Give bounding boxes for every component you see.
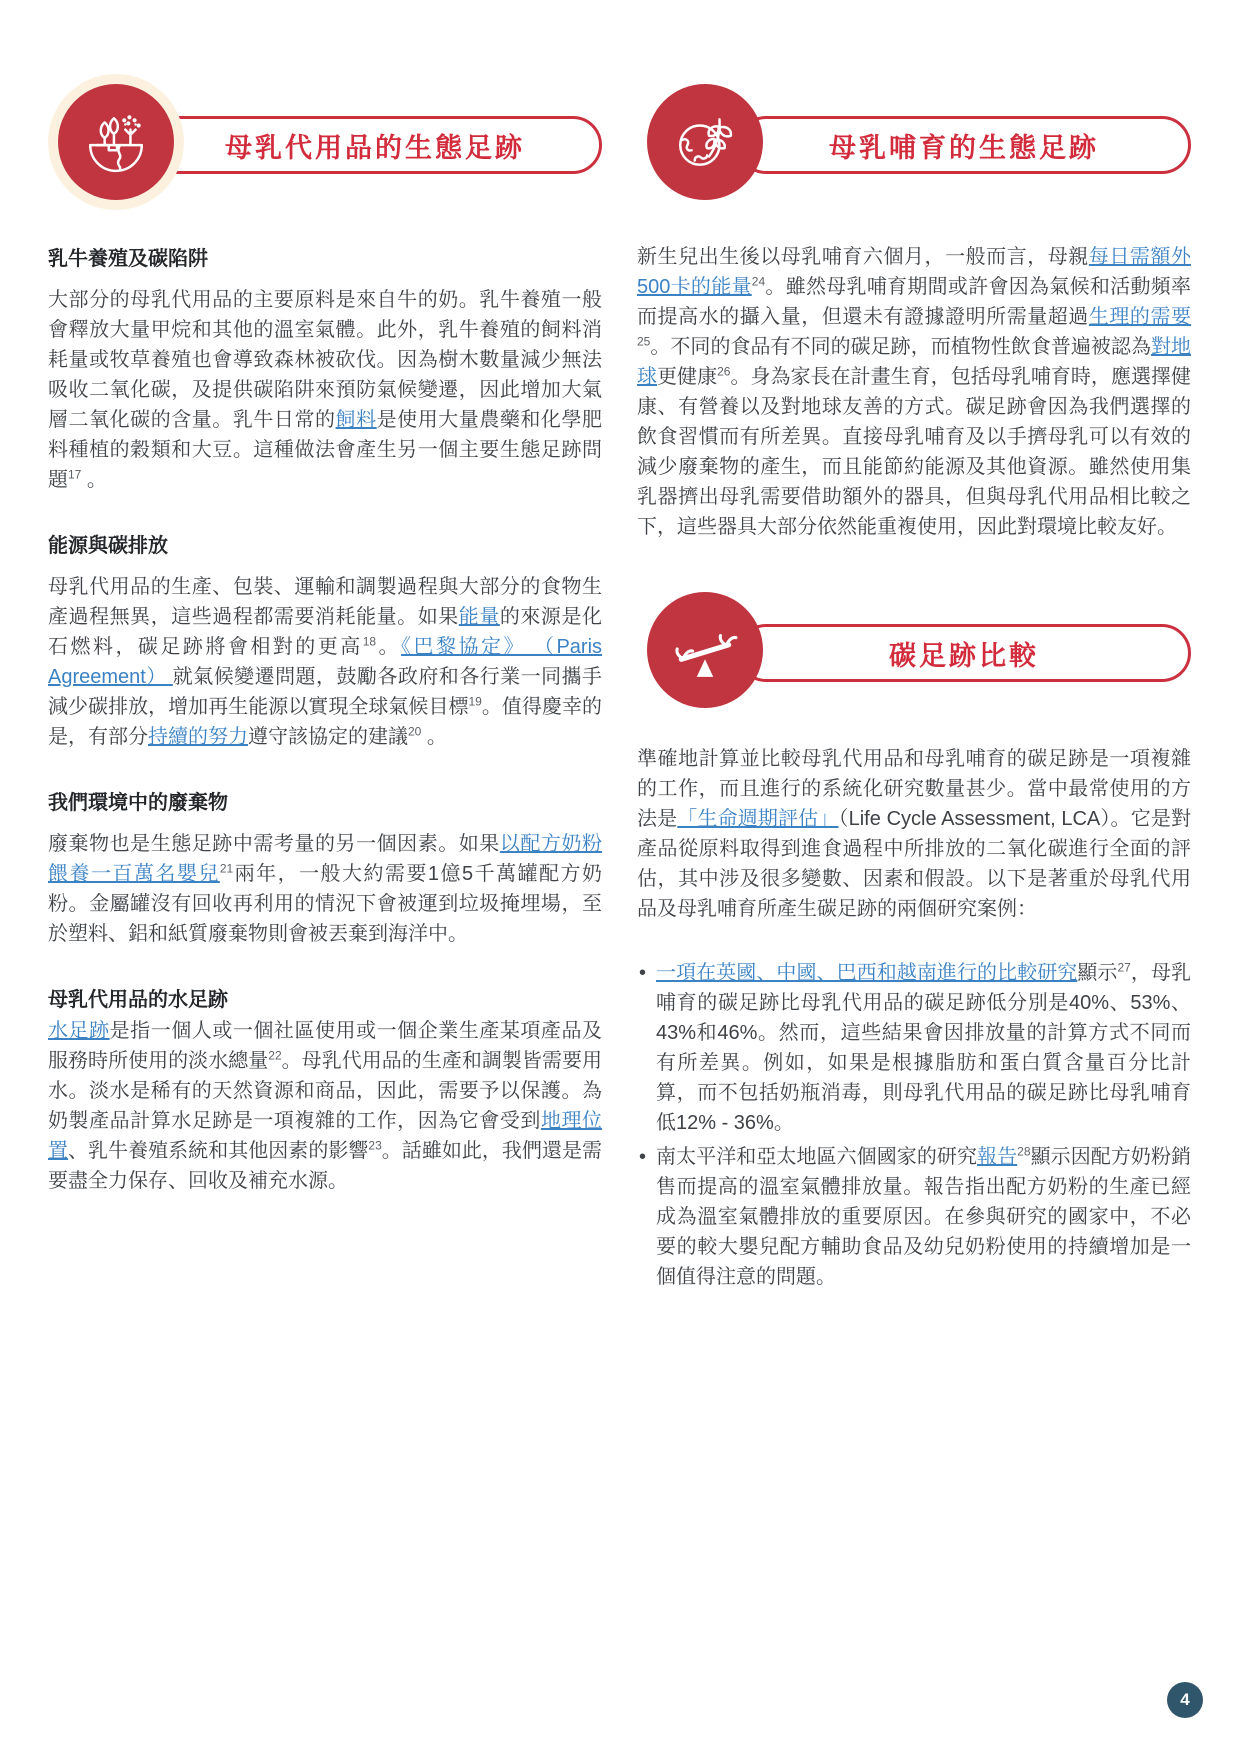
text-run: 的來源是化石燃料，碳足跡將會相對的更高 — [48, 606, 603, 658]
footnote-reference: 19 — [468, 694, 482, 709]
inline-link[interactable]: 以配方奶粉餵養一百萬名嬰兒 — [48, 833, 603, 885]
study-list-item-uk-china-brazil-vietnam — [637, 958, 1191, 1138]
inline-link[interactable]: 每日需額外500卡的能量 — [637, 246, 1192, 298]
section-heading-cattle: 乳牛養殖及碳陷阱 — [48, 248, 208, 270]
footnote-reference: 25 — [637, 334, 651, 349]
right-header-title-box — [737, 116, 1191, 174]
inline-link[interactable]: 「生命週期評估」 — [677, 808, 839, 830]
paragraph-water — [48, 1016, 602, 1196]
paragraph-comparison — [637, 744, 1191, 924]
comparison-section-header — [637, 594, 1191, 720]
footnote-reference: 28 — [1017, 1144, 1031, 1159]
footnote-reference: 20 — [408, 724, 422, 739]
text-run: 更健康 — [657, 366, 718, 388]
inline-link[interactable]: 生理的需要 — [1088, 306, 1192, 328]
text-run: 是指一個人或一個社區使用或一個企業生產某項產品及服務時所使用的淡水總量 — [48, 1020, 603, 1072]
text-run: 準確地計算並比較母乳代用品和母乳哺育的碳足跡是一項複雜的工作，而且進行的系統化研究數量甚少。當中最常使用的方法是 — [637, 748, 1191, 830]
text-run: 。身為家長在計畫生育，包括母乳哺育時，應選擇健康、有營養以及對地球友善的方式。碳足跡會因為我們選擇的飲食習慣而有所差異。直接母乳哺育及以手擠母乳可以有效的減少廢棄物的產生，而且能節約能源及其他資源。雖然使用集乳器擠出母乳需要借助額外的器具，但與母乳代用品相比較之下，這些器具大部分依然能重複使用，因此對環境比較友好。 — [637, 366, 1192, 538]
paragraph-waste — [48, 829, 602, 949]
footnote-reference: 21 — [219, 861, 234, 876]
paragraph-cattle — [48, 285, 602, 495]
left-section-header — [48, 86, 602, 212]
inline-link[interactable]: 一項在英國、中國、巴西和越南進行的比較研究 — [656, 962, 1078, 984]
comparison-header-title-box — [737, 624, 1191, 682]
text-run: 是使用大量農藥和化學肥料種植的穀類和大豆。這種做法會產生另一個主要生態足跡問題 — [48, 409, 603, 491]
section-heading-energy: 能源與碳排放 — [48, 535, 168, 557]
text-run: 。 — [421, 726, 447, 748]
inline-link[interactable]: 《巴黎協定》 （Paris Agreement） — [48, 636, 603, 688]
right-column — [637, 86, 1191, 1296]
inline-link[interactable]: 飼料 — [335, 409, 377, 431]
inline-link[interactable]: 地理位置 — [48, 1110, 603, 1162]
text-run: 南太平洋和亞太地區六個國家的研究 — [656, 1146, 978, 1168]
footnote-reference: 17 — [68, 467, 82, 482]
left-header-title: 母乳代用品的生態足跡 — [225, 132, 525, 163]
inline-link[interactable]: 對地球 — [637, 336, 1192, 388]
text-run: 。值得慶幸的是，有部分 — [48, 696, 603, 748]
text-run: 母乳代用品的生產、包裝、運輸和調製過程與大部分的食物生產過程無異，這些過程都需要消耗能量。如果 — [48, 576, 602, 628]
inline-link[interactable]: 能量 — [458, 606, 500, 628]
comparison-header-title: 碳足跡比較 — [889, 640, 1039, 671]
text-run: 。母乳代用品的生產和調製皆需要用水。淡水是稀有的天然資源和商品，因此，需要予以保護。為奶製產品計算水足跡是一項複雜的工作，因為它會受到 — [48, 1050, 603, 1132]
inline-link[interactable]: 持續的努力 — [148, 726, 248, 748]
text-run: 。話雖如此，我們還是需要盡全力保存、回收及補充水源。 — [48, 1140, 603, 1192]
paragraph-energy — [48, 572, 602, 752]
right-section-header — [637, 86, 1191, 212]
text-run: 。不同的食品有不同的碳足跡，而植物性飲食普遍被認為 — [650, 336, 1151, 358]
text-run: ，母乳哺育的碳足跡比母乳代用品的碳足跡低分別是40%、53%、43%和46%。然而，這些結果會因排放量的計算方式不同而有所差異。例如，如果是根據脂肪和蛋白質含量百分比計算，而不包括奶瓶消毒，則母乳代用品的碳足跡比母乳哺育低12% - 36%。 — [656, 962, 1192, 1134]
text-run: 顯示因配方奶粉銷售而提高的溫室氣體排放量。報告指出配方奶粉的生產已經成為溫室氣體排放的重要原因。在參與研究的國家中，不必要的較大嬰兒配方輔助食品及幼兒奶粉使用的持續增加是一個值得注意的問題。 — [656, 1146, 1192, 1288]
study-list — [637, 958, 1191, 1292]
section-heading-waste: 我們環境中的廢棄物 — [48, 792, 228, 814]
page-number-badge — [1167, 1682, 1203, 1718]
balance-scale-icon — [647, 592, 763, 708]
paragraph-breastfeeding-footprint — [637, 242, 1191, 542]
section-heading-water: 母乳代用品的水足跡 — [48, 989, 228, 1011]
text-run: （Life Cycle Assessment, LCA）。它是對產品從原料取得到進食過程中所排放的二氧化碳進行全面的評估，其中涉及很多變數、因素和假設。以下是著重於母乳代用品及母乳哺育所產生碳足跡的兩個研究案例： — [637, 808, 1191, 920]
text-run: 、乳牛養殖系統和其他因素的影響 — [68, 1140, 369, 1162]
text-run: 廢棄物也是生態足跡中需考量的另一個因素。如果 — [48, 833, 500, 855]
inline-link[interactable]: 水足跡 — [48, 1020, 110, 1042]
text-run: 兩年，一般大約需要1億5千萬罐配方奶粉。金屬罐沒有回收再利用的情況下會被運到垃圾掩埋場，至於塑料、鋁和紙質廢棄物則會被丟棄到海洋中。 — [48, 863, 602, 945]
text-run: 。 — [376, 636, 402, 658]
study-list-item-pacific-asia — [637, 1142, 1191, 1292]
text-run: 遵守該協定的建議 — [248, 726, 408, 748]
text-run: 新生兒出生後以母乳哺育六個月，一般而言，母親 — [637, 246, 1089, 268]
page-number: 4 — [1180, 1690, 1190, 1709]
right-header-title: 母乳哺育的生態足跡 — [829, 132, 1099, 163]
text-run: 就氣候變遷問題，鼓勵各政府和各行業一同攜手減少碳排放，增加再生能源以實現全球氣候目標 — [48, 666, 603, 718]
footnote-reference: 26 — [717, 364, 731, 379]
inline-link[interactable]: 報告 — [977, 1146, 1018, 1168]
footnote-reference: 27 — [1117, 960, 1131, 975]
footnote-reference: 23 — [368, 1138, 382, 1153]
footnote-reference: 24 — [751, 274, 766, 289]
text-run: 。雖然母乳哺育期間或許會因為氣候和活動頻率而提高水的攝入量，但還未有證據證明所需量超過 — [637, 276, 1192, 328]
text-run: 顯示 — [1077, 962, 1118, 984]
text-run: 。 — [81, 469, 107, 491]
earth-trees-icon — [58, 84, 174, 200]
footnote-reference: 22 — [268, 1048, 282, 1063]
text-run: 大部分的母乳代用品的主要原料是來自牛的奶。乳牛養殖一般會釋放大量甲烷和其他的溫室氣體。此外，乳牛養殖的飼料消耗量或牧草養殖也會導致森林被砍伐。因為樹木數量減少無法吸收二氧化碳，及提供碳陷阱來預防氣候變遷，因此增加大氣層二氧化碳的含量。乳牛日常的 — [48, 289, 602, 431]
left-column — [48, 86, 602, 1196]
earth-plant-icon — [647, 84, 763, 200]
left-header-title-box — [148, 116, 602, 174]
footnote-reference: 18 — [362, 634, 377, 649]
